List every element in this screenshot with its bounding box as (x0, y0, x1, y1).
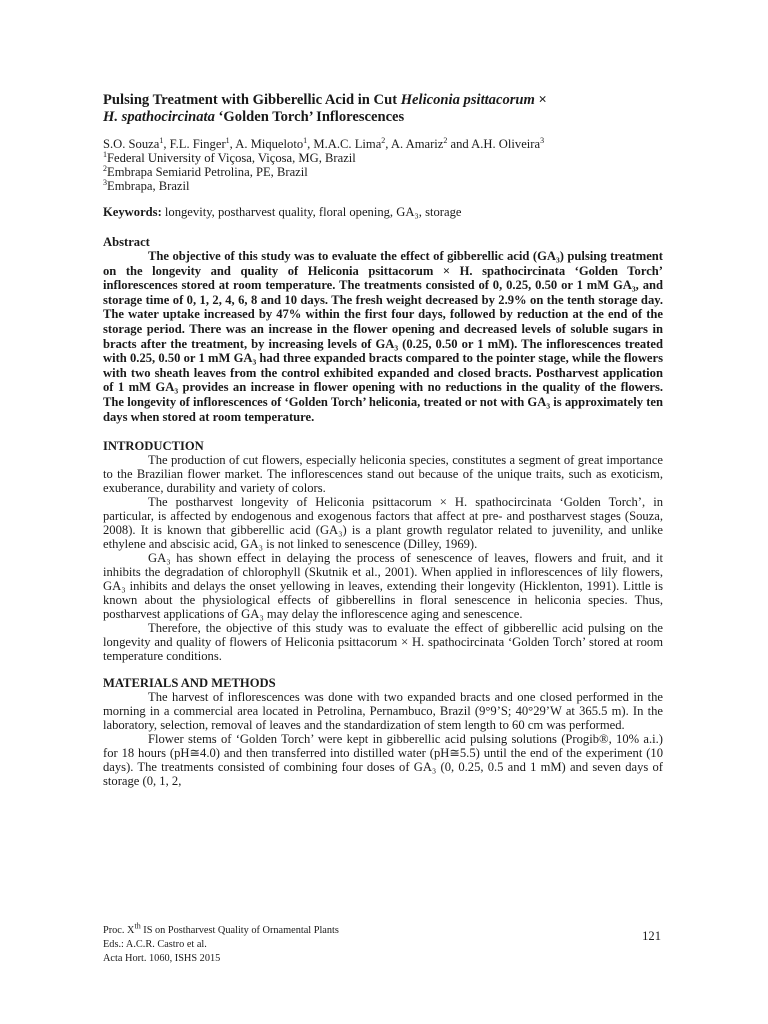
author: M.A.C. Lima (313, 137, 382, 151)
author: F.L. Finger (169, 137, 226, 151)
author: A. Amariz (390, 137, 444, 151)
page-footer (103, 921, 663, 966)
methods-heading: MATERIALS AND METHODS (103, 676, 276, 691)
paragraph: The harvest of inflorescences was done with two expanded bracts and one closed performed in the morning in a commercial area located in Petrolina, Pernambuco, Brazil (9°9’S; 40°29’W at 365.5 m). In the laboratory, selection, removal of leaves and the standardization of stem length to 60 cm was performed. (103, 690, 663, 733)
keywords: Keywords: longevity, postharvest quality, floral opening, GA₃, storage (103, 205, 462, 219)
paragraph: Therefore, the objective of this study was to evaluate the effect of gibberellic acid pulsing on the longevity and quality of flowers of Heliconia psittacorum × H. spathocircinata ‘Golden Torch’ stored at room temperature conditions. (103, 621, 663, 664)
paragraph: GA₃ has shown effect in delaying the process of senescence of leaves, flowers and fruit, and it inhibits the degradation of chlorophyll (Skutnik et al., 2001). When applied in inflorescences of lily flowers, GA₃ inhibits and delays the onset yellowing in leaves, extending their longevity (Hicklenton, 1991). Little is known about the physiological effects of gibberellins in floral senescence in heliconia species. Thus, postharvest applications of GA₃ may delay the inflorescence aging and senescence. (103, 551, 663, 622)
paragraph: Flower stems of ‘Golden Torch’ were kept in gibberellic acid pulsing solutions (Progib®, 10% a.i.) for 18 hours (pH≅4.0) and then transferred into distilled water (pH≅5.5) until the end of the experiment (10 days). The treatments consisted of combining four doses of GA₃ (0, 0.25, 0.5 and 1 mM) and seven days of storage (0, 1, 2, (103, 732, 663, 789)
page-number: 121 (642, 929, 661, 943)
abstract-text: The objective of this study was to evaluate the effect of gibberellic acid (GA₃) pulsing treatment on the longevity and quality of Heliconia psittacorum × H. spathocircinata ‘Golden Torch’ inflorescences stored at room temperature. The treatments consisted of 0, 0.25, 0.50 or 1 mM GA₃, and storage time of 0, 1, 2, 4, 6, 8 and 10 days. The fresh weight decreased by 2.9% on the tenth storage day. The water uptake increased by 47% within the first four days, followed by reduction at the end of the storage period. There was an increase in the flower opening and decreased levels of soluble sugars in bracts after the treatment, by increasing levels of GA₃ (0.25, 0.50 or 1 mM). The inflorescences treated with 0.25, 0.50 or 1 mM GA₃ had three expanded bracts compared to the pointer stage, while the flowers with two sheath leaves from the control exhibited expanded and closed bracts. Postharvest application of 1 mM GA₃ provides an increase in flower opening with no reductions in the quality of the flowers. The longevity of inflorescences of ‘Golden Torch’ heliconia, treated or not with GA₃ is approximately ten days when stored at room temperature. (103, 249, 663, 424)
author: S.O. Souza (103, 137, 160, 151)
affiliation-list (103, 151, 663, 193)
editors-line: Eds.: A.C.R. Castro et al. (103, 939, 207, 950)
paragraph: The postharvest longevity of Heliconia psittacorum × H. spathocircinata ‘Golden Torch’, in particular, is affected by endogenous and exogenous factors that affect at pre- and postharvest stages (Souza, 2008). It is known that gibberellic acid (GA₃) is a plant growth regulator related to juvenility, and unlike ethylene and abscisic acid, GA₃ is not linked to senescence (Dilley, 1969). (103, 495, 663, 552)
proceedings-line: Proc. Xth IS on Postharvest Quality of Ornamental Plants (103, 921, 339, 936)
affiliation: $^3$Embrapa, Brazil (103, 177, 190, 193)
author: A.H. Oliveira (471, 137, 541, 151)
affiliation: $^2$Embrapa Semiarid Petrolina, PE, Brazil (103, 163, 308, 179)
journal-line: Acta Hort. 1060, ISHS 2015 (103, 953, 221, 964)
paper-page (103, 92, 663, 788)
abstract-heading: Abstract (103, 235, 150, 249)
author-list: S.O. Souza$^1$, F.L. Finger$^1$, A. Miqueloto$^1$, M.A.C. Lima$^2$, A. Amariz$^2$ and A.H. Oliveira$^3$ (103, 135, 545, 151)
paragraph: The production of cut flowers, especially heliconia species, constitutes a segment of great importance to the Brazilian flower market. The inflorescences stand out because of the unique traits, such as exoticism, exuberance, durability and variety of colors. (103, 453, 663, 496)
author: A. Miqueloto (235, 137, 304, 151)
affiliation: $^1$Federal University of Viçosa, Viçosa, MG, Brazil (103, 149, 356, 165)
paper-title: Pulsing Treatment with Gibberellic Acid in Cut Heliconia psittacorum × H. spathocircinata ‘Golden Torch’ Inflorescences (103, 92, 547, 125)
introduction-heading: INTRODUCTION (103, 439, 204, 454)
